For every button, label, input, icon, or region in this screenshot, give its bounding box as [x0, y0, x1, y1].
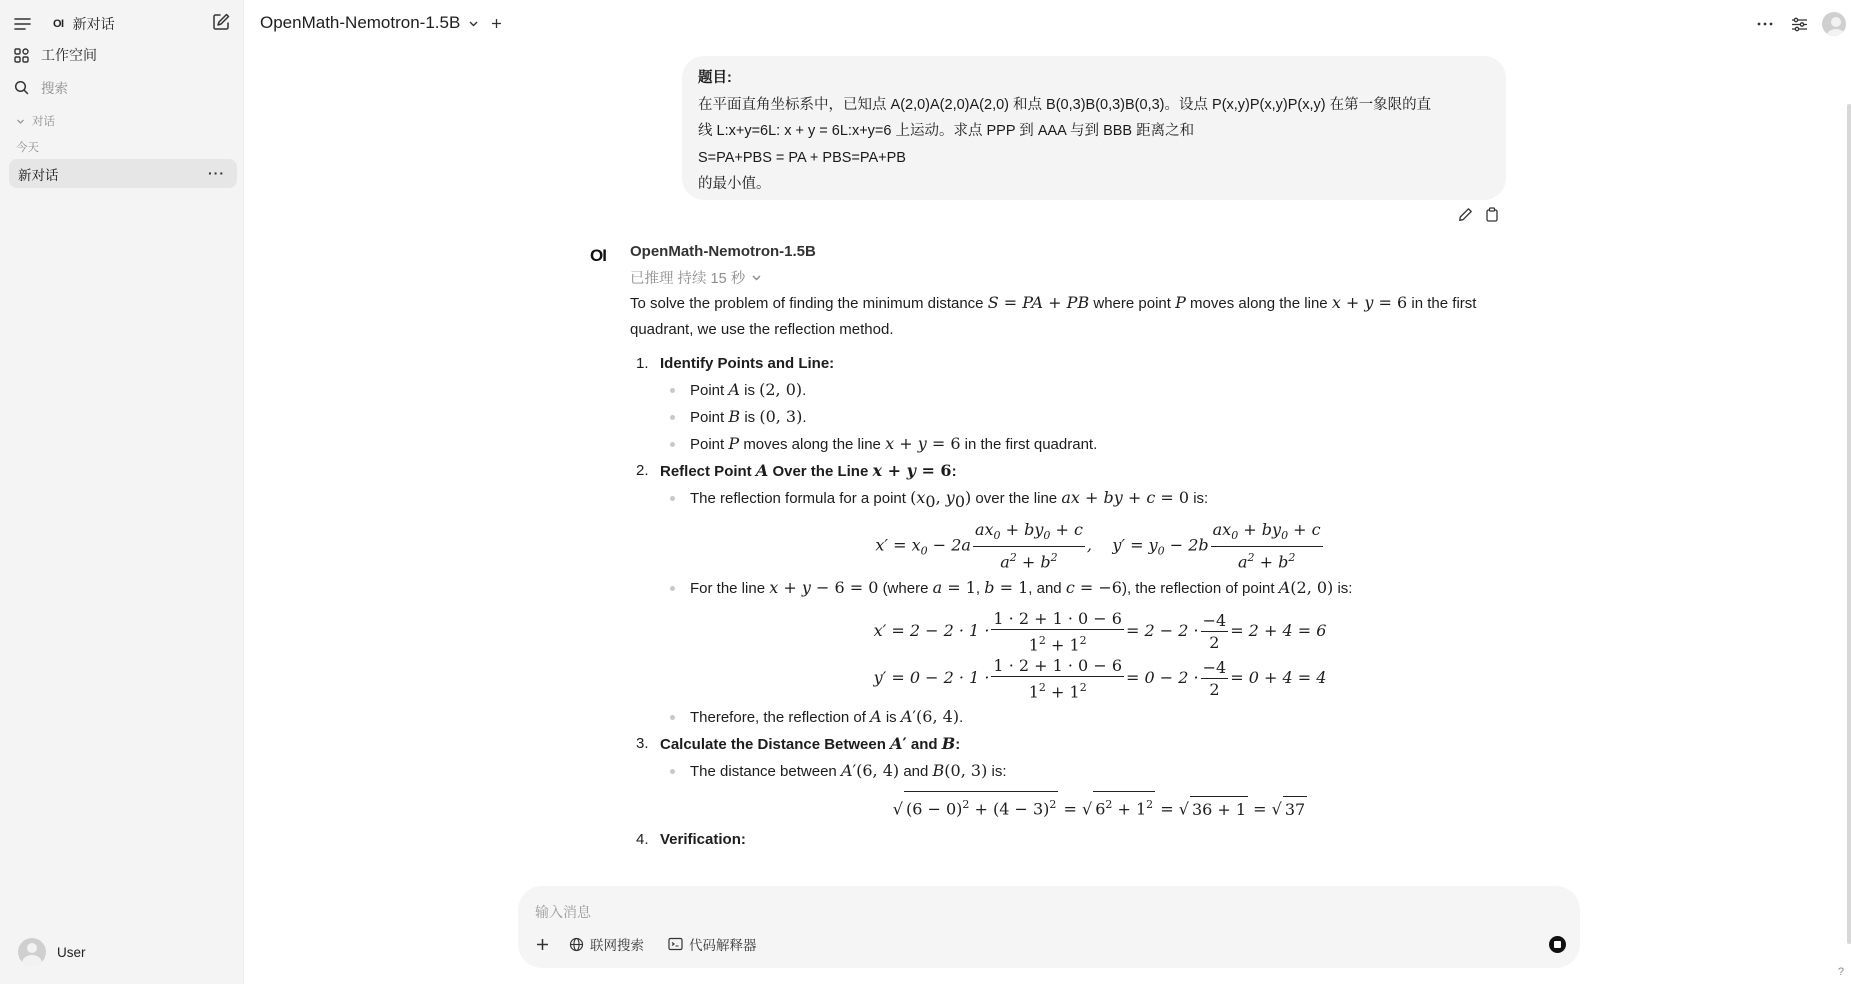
- bullet-item: The reflection formula for a point ($x_0$, $y_0$) over the line ax + by + c = 0 is: $x' = x_0 - 2a$ $\frac{ax_0 + by_0 + c}{a^2 + b^2}$ , $y' = y_0 - 2b$ $\frac{ax_0 + by_0 + c}{a^2 + b^2}$: [660, 485, 1510, 573]
- step-bullets: [660, 485, 1510, 731]
- intro-text: To solve the problem of finding the minimum distance: [630, 295, 984, 312]
- step-item: [630, 827, 1510, 853]
- web-search-label: 联网搜索: [590, 938, 644, 953]
- bullet-item: Therefore, the reflection of A is A′(6, 4).: [660, 704, 1510, 731]
- reflection-x: x′ = 2 − 2 · 1 · $\frac{1 \cdot 2 + 1 \cdot 0 - 6}{1^2 + 1^2}$ = 2 − 2 · $\frac{-4}{2}$ = 2 + 4 = 6: [873, 608, 1327, 654]
- math-inline: S: [987, 293, 999, 312]
- terminal-icon: [668, 937, 683, 951]
- workspace-label: 工作空间: [41, 47, 97, 63]
- copy-icon[interactable]: [1485, 207, 1499, 222]
- message-input[interactable]: 输入消息: [535, 904, 591, 920]
- step-item: 3. Calculate the Distance Between A′ and B: The distance between A′(6, 4) and B(0, 3) is: √ $(6 - 0)^2 + (4 - 3)^2$ = √ $6^2 + 1^2$ = √ 36 + 1 = √ 37: [630, 731, 1510, 822]
- reflection-y: y′ = 0 − 2 · 1 · $\frac{1 \cdot 2 + 1 \cdot 0 - 6}{1^2 + 1^2}$ = 0 − 2 · $\frac{-4}{2}$ = 0 + 4 = 4: [873, 655, 1327, 702]
- question-line-4: 的最小值。: [698, 176, 771, 192]
- brand-logo[interactable]: OI: [53, 18, 64, 30]
- code-interpreter-button[interactable]: [668, 934, 757, 954]
- section-label: 对话: [32, 116, 55, 128]
- step-number: 1.: [636, 355, 649, 372]
- stop-button[interactable]: [1549, 936, 1566, 953]
- chevron-down-icon: [751, 272, 762, 283]
- step-number: 4.: [636, 830, 649, 848]
- chat-item[interactable]: [9, 159, 237, 188]
- model-selector[interactable]: [260, 13, 502, 33]
- grid-icon: [14, 48, 29, 63]
- bullet-item: Point A is (2, 0).: [660, 377, 1510, 404]
- reflection-formula: $x' = x_0 - 2a$ $\frac{ax_0 + by_0 + c}{a^2 + b^2}$ , $y' = y_0 - 2b$ $\frac{ax_0 + by_0 + c}{a^2 + b^2}$: [875, 520, 1321, 572]
- bullet-item: Point B is (0, 3).: [660, 404, 1510, 431]
- step-bullets: [660, 758, 1510, 822]
- search-label: 搜索: [41, 81, 68, 96]
- step-title: Verification:: [660, 830, 746, 848]
- topbar: [244, 0, 1852, 46]
- question-line-1: 在平面直角坐标系中，已知点 A(2,0)A(2,0)A(2,0) 和点 B(0,3)B(0,3)B(0,3)。设点 P(x,y)P(x,y)P(x,y) 在第一象限的直: [698, 96, 1432, 113]
- chevron-down-icon: [468, 18, 479, 29]
- step-item: 2. Reflect Point A Over the Line x + y = 6: The reflection formula for a point ($x_0$, $y_0$) over the line ax + by + c = 0 is: $x' = x_0 - 2a$ $\frac{ax_0 + by_0 + c}{a^2 + b^2}$ , $y' = y_0 - 2b$ $\frac{ax_0 + by_0 + c}{a^2 + b^2}$ For the line x + y − 6 = 0 (where a = 1, b = 1, and c = −6), the reflection of point A(2, 0) is: x′ = 2 − 2 · 1 · $\frac{1 \cdot 2 + 1 \cdot 0 - 6}{1^2 + 1^2}$ = 2 − 2 · $\frac{-4}{2}$ = 2 + 4 = 6 y′ = 0 − 2 · 1 · $\frac{1 \cdot 2 + 1 \cdot 0 - 6}{1^2 + 1^2}$ = 0 − 2 · $\frac{-4}{2}$ = 0 + 4 = 4 Therefore, the reflection of A is A′(6, 4).: [630, 458, 1510, 731]
- math-inline: x: [1331, 293, 1341, 312]
- reasoning-label: 已推理 持续 15 秒: [630, 271, 746, 287]
- reasoning-toggle[interactable]: [630, 267, 762, 288]
- assistant-logo: OI: [590, 246, 606, 265]
- globe-icon: [569, 937, 584, 952]
- sidebar-search[interactable]: [14, 77, 68, 97]
- message-actions: [1458, 207, 1499, 222]
- question-line-2: 线 L:x+y=6L: x + y = 6L:x+y=6 上运动。求点 PPP 到 AAA 与到 BBB 距离之和: [698, 123, 1195, 139]
- user-message: [682, 56, 1506, 200]
- new-chat-link[interactable]: 新对话: [72, 16, 115, 32]
- step-item: [630, 351, 1510, 458]
- edit-icon[interactable]: [1458, 207, 1473, 222]
- section-conversations[interactable]: [16, 113, 55, 129]
- solution-steps: [630, 351, 1510, 853]
- composer-tools: [536, 934, 781, 954]
- plus-icon[interactable]: [536, 938, 549, 951]
- more-options-icon[interactable]: [1757, 22, 1773, 26]
- model-name: OpenMath-Nemotron-1.5B: [260, 13, 461, 32]
- help-button[interactable]: ?: [1837, 966, 1844, 978]
- chevron-down-icon: [16, 117, 25, 126]
- step-bullets: [660, 377, 1510, 458]
- math-inline: P: [1175, 293, 1186, 312]
- assistant-name: OpenMath-Nemotron-1.5B: [630, 243, 816, 260]
- step-title: Calculate the Distance Between: [660, 736, 886, 754]
- search-icon: [14, 80, 29, 95]
- chat-item-label: 新对话: [18, 167, 59, 183]
- more-icon[interactable]: ···: [208, 165, 225, 181]
- user-avatar[interactable]: [1822, 12, 1846, 36]
- intro-text: where point: [1093, 295, 1171, 312]
- sidebar-header: [14, 14, 115, 34]
- question-line-3: S=PA+PBS = PA + PBS=PA+PB: [698, 149, 906, 166]
- bullet-item: Point P moves along the line x + y = 6 in the first quadrant.: [660, 431, 1510, 458]
- sidebar-item-workspace[interactable]: [14, 45, 97, 65]
- avatar: [18, 938, 46, 966]
- bullet-item: The distance between A′(6, 4) and B(0, 3) is: √ $(6 - 0)^2 + (4 - 3)^2$ = √ $6^2 + 1^2$ = √ 36 + 1 = √ 37: [660, 758, 1510, 822]
- intro-text: in the: [1411, 295, 1449, 312]
- question-title: 题目:: [698, 70, 732, 86]
- top-actions: [1757, 12, 1852, 36]
- distance-formula: √ $(6 - 0)^2 + (4 - 3)^2$ = √ $6^2 + 1^2$ = √ 36 + 1 = √ 37: [690, 791, 1510, 822]
- menu-icon[interactable]: [14, 17, 31, 31]
- message-composer: [518, 886, 1580, 968]
- controls-icon[interactable]: [1791, 17, 1808, 32]
- sidebar: [0, 0, 244, 984]
- group-today: 今天: [16, 142, 39, 154]
- compose-icon[interactable]: [212, 13, 230, 31]
- scrollbar[interactable]: [1847, 46, 1852, 984]
- intro-paragraph: To solve the problem of finding the minimum distance S = PA + PB where point P moves along the line x + y = 6 in the first quadrant, we use the reflection method.: [630, 293, 1477, 338]
- step-title: Reflect Point: [660, 463, 752, 480]
- intro-text: first quadrant, we use the reflection method.: [630, 295, 1477, 338]
- intro-text: moves along the line: [1190, 295, 1328, 312]
- code-interpreter-label: 代码解释器: [689, 938, 757, 953]
- step-title: Identify Points and Line:: [660, 355, 835, 372]
- bullet-item: For the line x + y − 6 = 0 (where a = 1, b = 1, and c = −6), the reflection of point A(2, 0) is: x′ = 2 − 2 · 1 · $\frac{1 \cdot 2 + 1 \cdot 0 - 6}{1^2 + 1^2}$ = 2 − 2 · $\frac{-4}{2}$ = 2 + 4 = 6 y′ = 0 − 2 · 1 · $\frac{1 \cdot 2 + 1 \cdot 0 - 6}{1^2 + 1^2}$ = 0 − 2 · $\frac{-4}{2}$ = 0 + 4 = 4: [660, 575, 1510, 703]
- step-number: 2.: [636, 462, 649, 479]
- user-name: User: [57, 944, 86, 960]
- assistant-answer: [630, 290, 1510, 853]
- add-model-icon[interactable]: [491, 18, 502, 29]
- user-menu[interactable]: [18, 938, 86, 966]
- web-search-button[interactable]: [569, 934, 644, 954]
- step-number: 3.: [636, 735, 649, 753]
